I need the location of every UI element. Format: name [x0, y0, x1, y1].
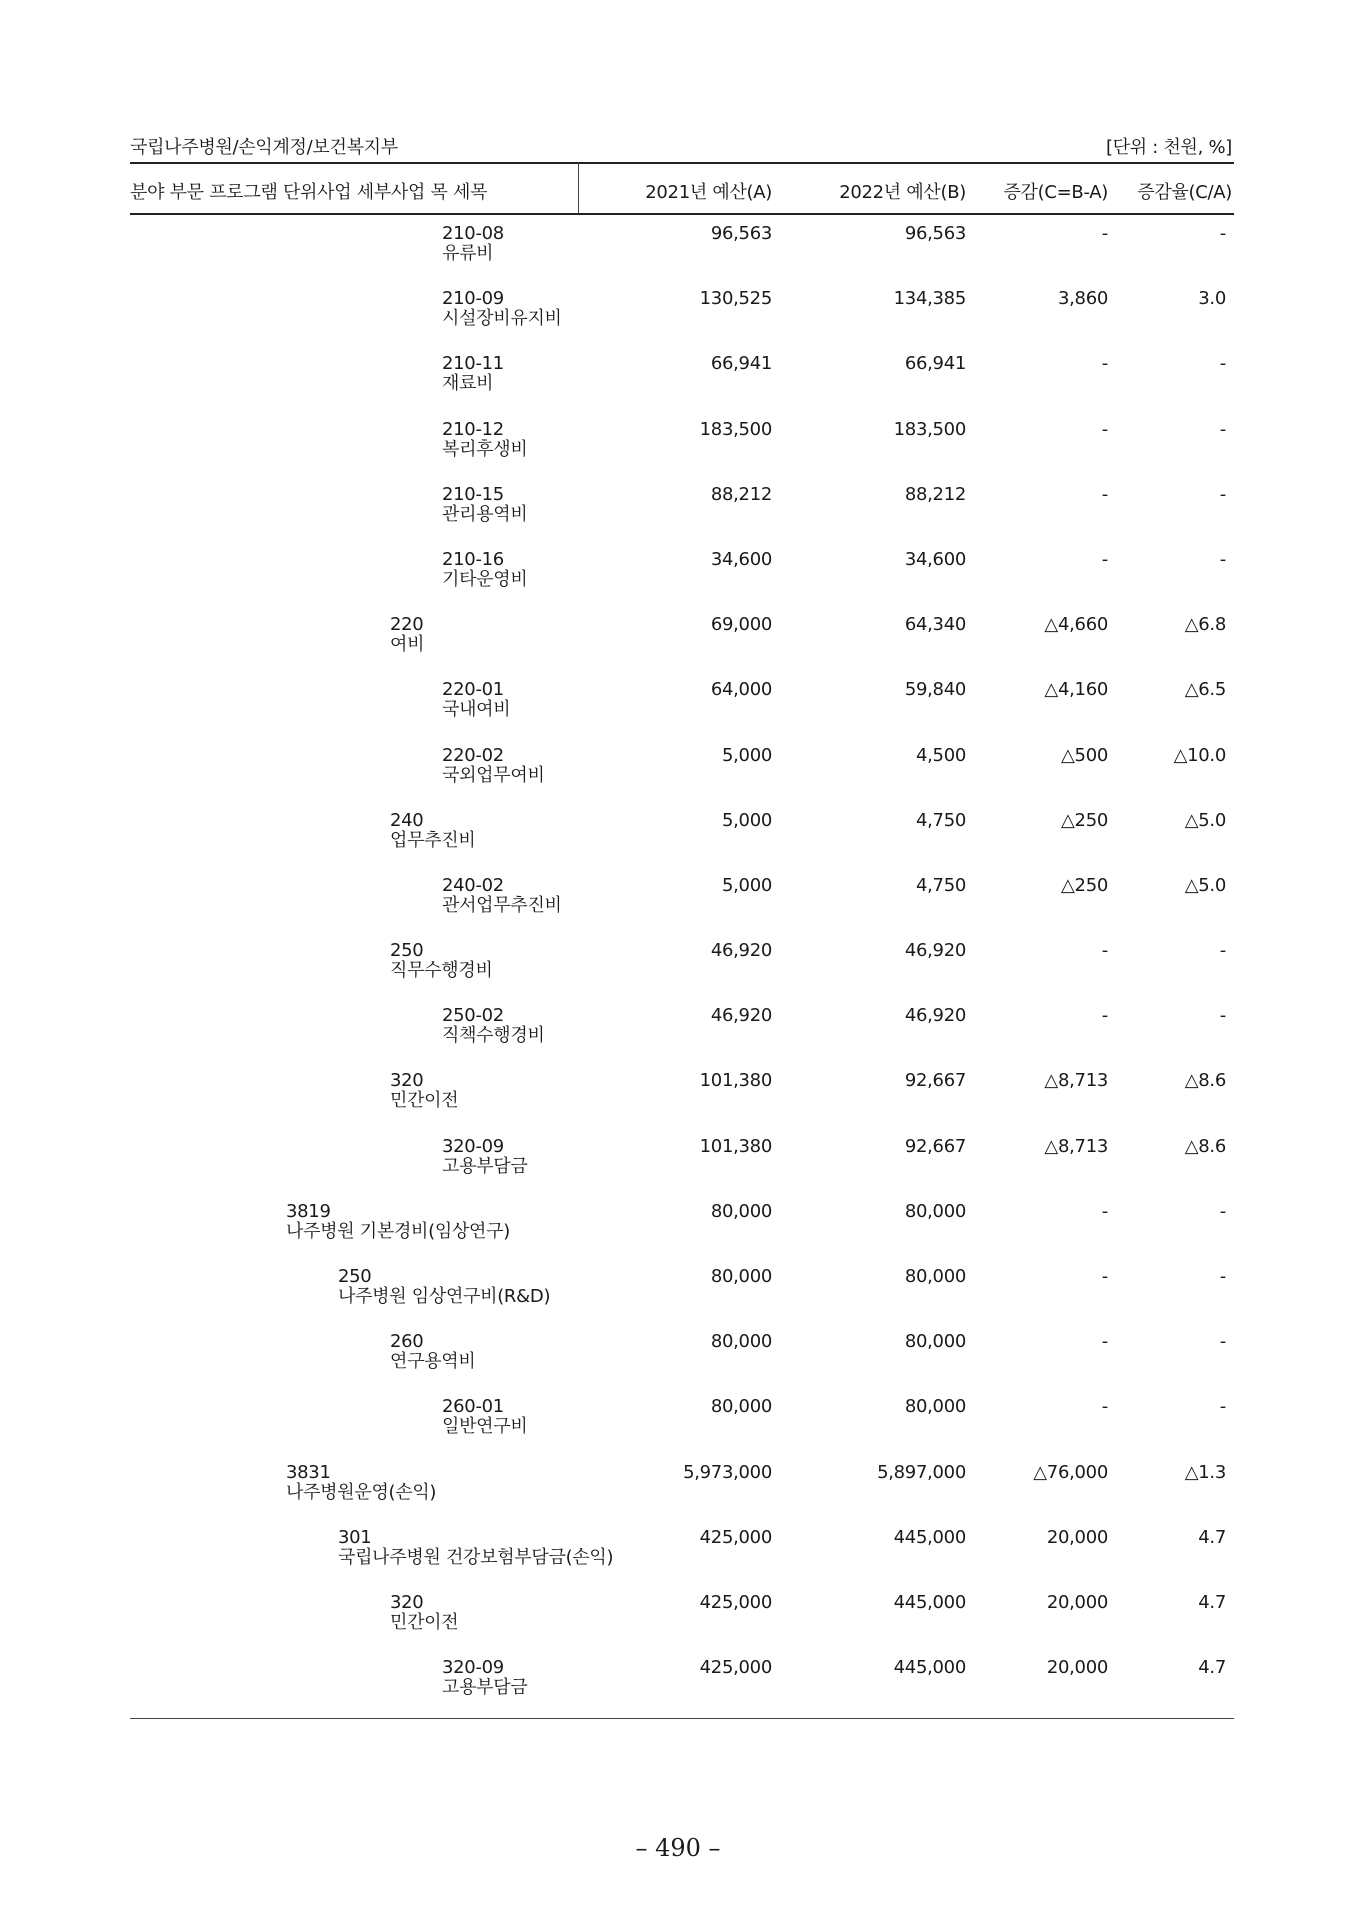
change-value: 20,000 — [1046, 1526, 1108, 1548]
budget-2022-value: 80,000 — [904, 1266, 966, 1287]
row-label — [286, 1202, 510, 1242]
table-row — [130, 605, 1234, 670]
row-name: 직무수행경비 — [390, 960, 493, 982]
row-name: 나주병원운영(손익) — [286, 1481, 437, 1503]
row-label — [390, 1332, 475, 1372]
change-rate-value: - — [1219, 1005, 1226, 1027]
table-row — [130, 670, 1234, 735]
org-path: 국립나주병원/손익계정/보건복지부 — [130, 137, 398, 158]
row-label — [442, 1397, 527, 1437]
table-row — [130, 1518, 1234, 1583]
change-rate-value: △1.3 — [1184, 1461, 1226, 1483]
change-rate-value: - — [1219, 1266, 1226, 1287]
budget-2021-value: 66,941 — [710, 353, 772, 375]
page-header — [130, 133, 1232, 159]
change-value: - — [1101, 223, 1108, 244]
budget-2021-value: 5,000 — [721, 809, 772, 831]
change-value: △8,713 — [1044, 1135, 1108, 1157]
row-code: 250 — [390, 940, 424, 962]
budget-2021-value: 69,000 — [710, 614, 772, 636]
change-rate-value: △5.0 — [1184, 809, 1226, 831]
row-label — [442, 289, 562, 329]
table-row — [130, 1257, 1234, 1322]
table-row — [130, 1583, 1234, 1648]
table-row — [130, 736, 1234, 801]
row-label — [442, 485, 527, 525]
row-name: 재료비 — [442, 373, 494, 395]
change-rate-value: 4.7 — [1198, 1526, 1226, 1548]
row-name: 민간이전 — [390, 1090, 459, 1112]
budget-2021-value: 96,563 — [710, 223, 772, 244]
budget-2022-value: 445,000 — [893, 1526, 966, 1548]
budget-2022-value: 88,212 — [904, 483, 966, 505]
table-row — [130, 1127, 1234, 1192]
change-value: 20,000 — [1046, 1591, 1108, 1613]
row-code: 210-09 — [442, 288, 504, 310]
col-change-rate: 증감율(C/A) — [1137, 182, 1232, 203]
budget-2021-value: 425,000 — [699, 1526, 772, 1548]
row-name: 기타운영비 — [442, 568, 528, 590]
row-name: 여비 — [390, 634, 425, 656]
budget-2022-value: 92,667 — [904, 1135, 966, 1157]
change-value: - — [1101, 1200, 1108, 1222]
change-value: △8,713 — [1044, 1070, 1108, 1092]
change-value: 20,000 — [1046, 1657, 1108, 1679]
change-rate-value: △6.8 — [1184, 614, 1226, 636]
row-code: 210-12 — [442, 418, 504, 440]
row-label — [338, 1267, 550, 1307]
change-rate-value: - — [1219, 548, 1226, 570]
change-rate-value: △10.0 — [1173, 744, 1226, 766]
col-classification: 분야 부문 프로그램 단위사업 세부사업 목 세목 — [130, 182, 488, 203]
row-name: 고용부담금 — [442, 1155, 528, 1177]
table-row — [130, 214, 1234, 279]
budget-2022-value: 4,500 — [915, 744, 966, 766]
page-number: – 490 – — [635, 1834, 721, 1862]
budget-2022-value: 59,840 — [904, 679, 966, 701]
row-code: 210-11 — [442, 353, 504, 375]
budget-2021-value: 80,000 — [710, 1331, 772, 1353]
row-label — [390, 615, 424, 655]
table-row — [130, 1387, 1234, 1452]
budget-2021-value: 88,212 — [710, 483, 772, 505]
budget-2022-value: 80,000 — [904, 1331, 966, 1353]
row-code: 210-15 — [442, 483, 504, 505]
change-value: △4,660 — [1044, 614, 1108, 636]
row-code: 260 — [390, 1331, 424, 1353]
header-column-divider — [578, 163, 579, 213]
budget-2021-value: 5,000 — [721, 874, 772, 896]
budget-2021-value: 130,525 — [699, 288, 772, 310]
change-value: △4,160 — [1044, 679, 1108, 701]
row-name: 직책수행경비 — [442, 1025, 545, 1047]
budget-2021-value: 101,380 — [699, 1135, 772, 1157]
change-rate-value: △8.6 — [1184, 1135, 1226, 1157]
budget-2022-value: 5,897,000 — [877, 1461, 966, 1483]
table-row — [130, 279, 1234, 344]
row-name: 연구용역비 — [390, 1351, 476, 1373]
change-value: △250 — [1061, 874, 1108, 896]
row-name: 나주병원 기본경비(임상연구) — [286, 1220, 510, 1242]
row-name: 국외업무여비 — [442, 764, 545, 786]
row-code: 240-02 — [442, 874, 504, 896]
row-name: 시설장비유지비 — [442, 308, 562, 330]
row-label — [442, 680, 510, 720]
change-value: - — [1101, 1396, 1108, 1418]
budget-2021-value: 34,600 — [710, 548, 772, 570]
table-row — [130, 475, 1234, 540]
change-rate-value: 3.0 — [1198, 288, 1226, 310]
table-row — [130, 1322, 1234, 1387]
change-rate-value: - — [1219, 1200, 1226, 1222]
row-name: 복리후생비 — [442, 438, 528, 460]
change-rate-value: △6.5 — [1184, 679, 1226, 701]
budget-2022-value: 445,000 — [893, 1591, 966, 1613]
budget-2022-value: 80,000 — [904, 1200, 966, 1222]
row-label — [286, 1463, 436, 1503]
row-label — [390, 1593, 458, 1633]
budget-2021-value: 425,000 — [699, 1591, 772, 1613]
row-code: 320 — [390, 1591, 424, 1613]
change-value: △500 — [1061, 744, 1108, 766]
table-row — [130, 866, 1234, 931]
budget-2022-value: 134,385 — [893, 288, 966, 310]
row-name: 관서업무추진비 — [442, 894, 562, 916]
row-code: 220 — [390, 614, 424, 636]
change-value: △250 — [1061, 809, 1108, 831]
row-label — [442, 1137, 527, 1177]
table-row — [130, 540, 1234, 605]
row-label — [442, 550, 527, 590]
table-row — [130, 344, 1234, 409]
budget-2021-value: 80,000 — [710, 1396, 772, 1418]
budget-2021-value: 64,000 — [710, 679, 772, 701]
row-code: 220-02 — [442, 744, 504, 766]
row-code: 301 — [338, 1526, 372, 1548]
row-name: 업무추진비 — [390, 829, 476, 851]
row-name: 국립나주병원 건강보험부담금(손익) — [338, 1546, 614, 1568]
row-code: 240 — [390, 809, 424, 831]
budget-2022-value: 34,600 — [904, 548, 966, 570]
row-name: 국내여비 — [442, 699, 511, 721]
budget-2022-value: 96,563 — [904, 223, 966, 244]
change-rate-value: 4.7 — [1198, 1591, 1226, 1613]
row-label — [390, 941, 493, 981]
row-label — [442, 746, 545, 786]
row-label — [442, 1006, 545, 1046]
col-change: 증감(C=B-A) — [1003, 182, 1108, 203]
change-value: 3,860 — [1057, 288, 1108, 310]
row-label — [442, 876, 562, 916]
budget-2022-value: 66,941 — [904, 353, 966, 375]
change-rate-value: △5.0 — [1184, 874, 1226, 896]
unit-label: [단위 : 천원, %] — [1105, 137, 1232, 158]
change-value: - — [1101, 940, 1108, 962]
table-row — [130, 1061, 1234, 1126]
change-value: △76,000 — [1033, 1461, 1108, 1483]
budget-2021-value: 46,920 — [710, 1005, 772, 1027]
table-column-header — [130, 163, 1234, 213]
row-name: 나주병원 임상연구비(R&D) — [338, 1286, 551, 1307]
budget-2021-value: 425,000 — [699, 1657, 772, 1679]
budget-2022-value: 80,000 — [904, 1396, 966, 1418]
change-value: - — [1101, 1005, 1108, 1027]
change-rate-value: - — [1219, 418, 1226, 440]
col-budget-2022: 2022년 예산(B) — [839, 182, 966, 203]
change-value: - — [1101, 1266, 1108, 1287]
change-value: - — [1101, 548, 1108, 570]
row-code: 320-09 — [442, 1135, 504, 1157]
row-name: 관리용역비 — [442, 503, 528, 525]
table-row — [130, 931, 1234, 996]
row-code: 3819 — [286, 1200, 331, 1222]
row-code: 210-16 — [442, 548, 504, 570]
budget-2021-value: 80,000 — [710, 1200, 772, 1222]
budget-2021-value: 101,380 — [699, 1070, 772, 1092]
budget-2022-value: 4,750 — [915, 874, 966, 896]
budget-2021-value: 183,500 — [699, 418, 772, 440]
budget-2022-value: 46,920 — [904, 1005, 966, 1027]
change-value: - — [1101, 483, 1108, 505]
row-name: 유류비 — [442, 243, 494, 264]
budget-2022-value: 183,500 — [893, 418, 966, 440]
row-code: 320-09 — [442, 1657, 504, 1679]
row-name: 민간이전 — [390, 1611, 459, 1633]
row-label — [390, 1071, 458, 1111]
row-code: 250 — [338, 1266, 372, 1287]
row-code: 3831 — [286, 1461, 331, 1483]
change-rate-value: - — [1219, 483, 1226, 505]
budget-2022-value: 92,667 — [904, 1070, 966, 1092]
change-rate-value: 4.7 — [1198, 1657, 1226, 1679]
change-rate-value: △8.6 — [1184, 1070, 1226, 1092]
row-label — [442, 1658, 527, 1698]
change-rate-value: - — [1219, 940, 1226, 962]
col-budget-2021: 2021년 예산(A) — [645, 182, 772, 203]
change-rate-value: - — [1219, 353, 1226, 375]
row-code: 210-08 — [442, 223, 504, 244]
row-label — [338, 1528, 613, 1568]
row-code: 250-02 — [442, 1005, 504, 1027]
row-label — [390, 811, 475, 851]
budget-2021-value: 5,973,000 — [683, 1461, 772, 1483]
table-row — [130, 410, 1234, 475]
row-label — [442, 224, 504, 264]
row-code: 220-01 — [442, 679, 504, 701]
budget-2022-value: 4,750 — [915, 809, 966, 831]
change-value: - — [1101, 418, 1108, 440]
row-code: 260-01 — [442, 1396, 504, 1418]
table-row — [130, 801, 1234, 866]
table-bottom-rule — [130, 1718, 1234, 1719]
change-rate-value: - — [1219, 223, 1226, 244]
table-row — [130, 1192, 1234, 1257]
budget-2021-value: 46,920 — [710, 940, 772, 962]
row-name: 고용부담금 — [442, 1677, 528, 1699]
change-rate-value: - — [1219, 1331, 1226, 1353]
budget-2021-value: 80,000 — [710, 1266, 772, 1287]
budget-table-body — [130, 214, 1234, 1713]
budget-2022-value: 46,920 — [904, 940, 966, 962]
row-label — [442, 354, 504, 394]
change-value: - — [1101, 1331, 1108, 1353]
budget-2021-value: 5,000 — [721, 744, 772, 766]
row-label — [442, 420, 527, 460]
table-row — [130, 1453, 1234, 1518]
budget-2022-value: 64,340 — [904, 614, 966, 636]
row-code: 320 — [390, 1070, 424, 1092]
change-rate-value: - — [1219, 1396, 1226, 1418]
change-value: - — [1101, 353, 1108, 375]
row-name: 일반연구비 — [442, 1416, 528, 1438]
budget-2022-value: 445,000 — [893, 1657, 966, 1679]
table-row — [130, 1648, 1234, 1713]
table-row — [130, 996, 1234, 1061]
